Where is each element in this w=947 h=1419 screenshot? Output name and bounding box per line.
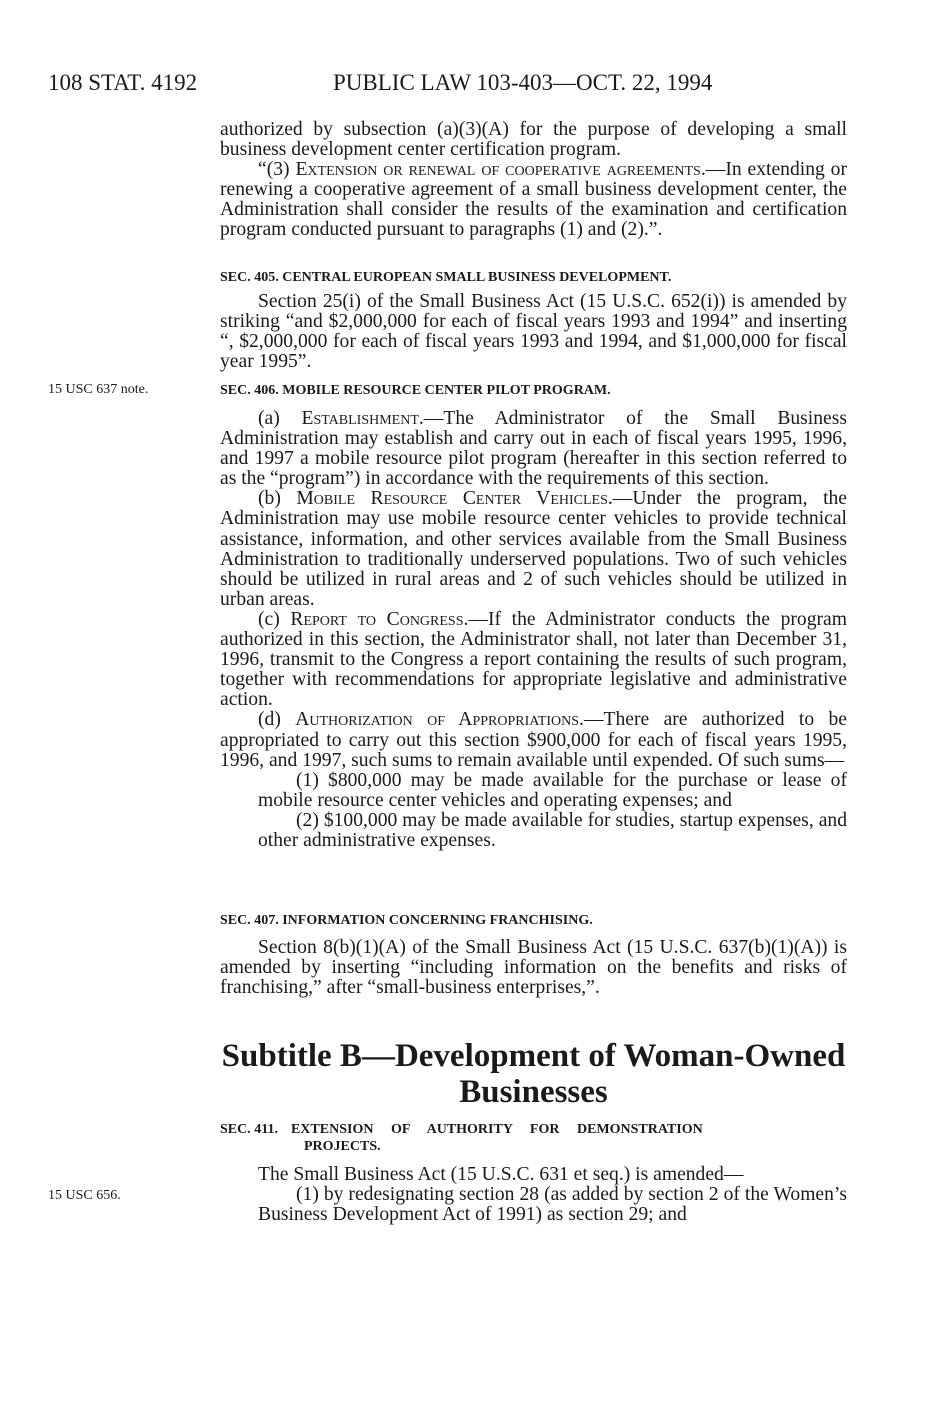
- section-405: [220, 268, 847, 288]
- subsection-a-text: —The Administrator of the Small Business Administration may establish and carry out in each of fiscal years 1995, 1996, and 1997 a mobile resource pilot program (hereafter in this section referred to as the “program”) in accordance with the requirements of this section.: [220, 408, 847, 490]
- section-406: [220, 381, 847, 401]
- continuation-paragraph: authorized by subsection (a)(3)(A) for the purpose of developing a small business development center certification program.: [220, 119, 847, 161]
- section-406-title: SEC. 406. MOBILE RESOURCE CENTER PILOT PROGRAM.: [220, 383, 611, 398]
- paragraph-3-text: —In extending or renewing a cooperative agreement of a small business development center, the Administration shall consider the results of the examination and certification program conducted pursuant to paragraphs (1) and (2).”.: [220, 159, 847, 241]
- subsection-b-text: —Under the program, the Administration may use mobile resource center vehicles to provide technical assistance, information, and other services available from the Small Business Administration to traditionally underserved populations. Two of such vehicles should be utilized in rural areas and 2 of such vehicles should be utilized in urban areas.: [220, 488, 848, 610]
- section-407-text: Section 8(b)(1)(A) of the Small Business Act (15 U.S.C. 637(b)(1)(A)) is amended by inserting “including information on the benefits and risks of franchising,” after “small-business enterprises,”.: [220, 937, 847, 999]
- section-411-title-line-1: EXTENSION OF AUTHORITY FOR DEMONSTRATION: [290, 1122, 703, 1137]
- subsection-d-label: (d): [258, 709, 296, 731]
- subsection-d-heading: Authorization of Appropriations.: [295, 709, 584, 731]
- section-411-title: [220, 1121, 847, 1155]
- running-header: PUBLIC LAW 103-403—OCT. 22, 1994: [333, 70, 713, 95]
- section-407-title: SEC. 407. INFORMATION CONCERNING FRANCHISING.: [220, 913, 593, 928]
- margin-note-637: 15 USC 637 note.: [48, 382, 149, 397]
- section-405-title: SEC. 405. CENTRAL EUROPEAN SMALL BUSINESS DEVELOPMENT.: [220, 270, 672, 285]
- paragraph-d1: (1) $800,000 may be made available for the purchase or lease of mobile resource center vehicles and operating expenses; and: [258, 769, 847, 811]
- subsection-c-heading: Report to Congress.: [290, 608, 469, 630]
- section-406-body: [220, 409, 847, 851]
- statute-page-number: 108 STAT. 4192: [48, 70, 198, 95]
- section-405-text: Section 25(i) of the Small Business Act (15 U.S.C. 652(i)) is amended by striking “and $2,000,000 for each of fiscal years 1993 and 1994” and inserting “, $2,000,000 for each of fiscal years 1993 and 1994, and $1,000,000 for fiscal year 1995”.: [220, 291, 847, 373]
- section-411-title-line-2: PROJECTS.: [304, 1139, 381, 1154]
- subsection-a-heading: Establishment.: [301, 408, 424, 429]
- section-411-body: [220, 1165, 847, 1225]
- subsection-c-label: (c): [258, 608, 291, 630]
- section-411-item-1: (1) by redesignating section 28 (as added by section 2 of the Women’s Business Development Act of 1991) as section 29; and: [258, 1184, 847, 1226]
- section-411: [220, 1121, 847, 1155]
- paragraph-3: [220, 160, 847, 240]
- section-405-body: [220, 292, 847, 372]
- subsection-c: [220, 610, 847, 710]
- subtitle-line-1: Subtitle B—Development of Woman-Owned: [221, 1038, 846, 1074]
- section-407: [220, 911, 847, 931]
- subtitle-b: [220, 1038, 847, 1110]
- continuation-block: [220, 120, 847, 241]
- section-411-label: SEC. 411.: [220, 1122, 278, 1137]
- subsection-b-label: (b): [258, 488, 297, 510]
- section-411-text: The Small Business Act (15 U.S.C. 631 et seq.) is amended—: [258, 1164, 744, 1185]
- paragraph-3-heading: Extension or renewal of cooperative agreements.: [295, 159, 706, 181]
- subsection-a-label: (a): [258, 408, 302, 429]
- margin-note-656: 15 USC 656.: [48, 1188, 121, 1203]
- subsection-b: [220, 489, 847, 610]
- section-407-body: [220, 938, 847, 998]
- subsection-d-text: —There are authorized to be appropriated to carry out this section $900,000 for each of fiscal years 1995, 1996, and 1997, such sums to remain available until expended. Of such sums—: [220, 709, 847, 771]
- subtitle-line-2: Businesses: [459, 1074, 608, 1110]
- paragraph-3-number: “(3): [258, 159, 296, 181]
- subsection-a: [220, 409, 847, 489]
- subsection-b-heading: Mobile Resource Center Vehicles.: [296, 488, 613, 510]
- paragraph-d2: (2) $100,000 may be made available for studies, startup expenses, and other administrative expenses.: [258, 809, 847, 851]
- subsection-d: [220, 710, 847, 770]
- subsection-c-text: —If the Administrator conducts the program authorized in this section, the Administrator shall, not later than December 31, 1996, transmit to the Congress a report containing the results of such program, together with recommendations for appropriate legislative and administrative action.: [220, 608, 847, 711]
